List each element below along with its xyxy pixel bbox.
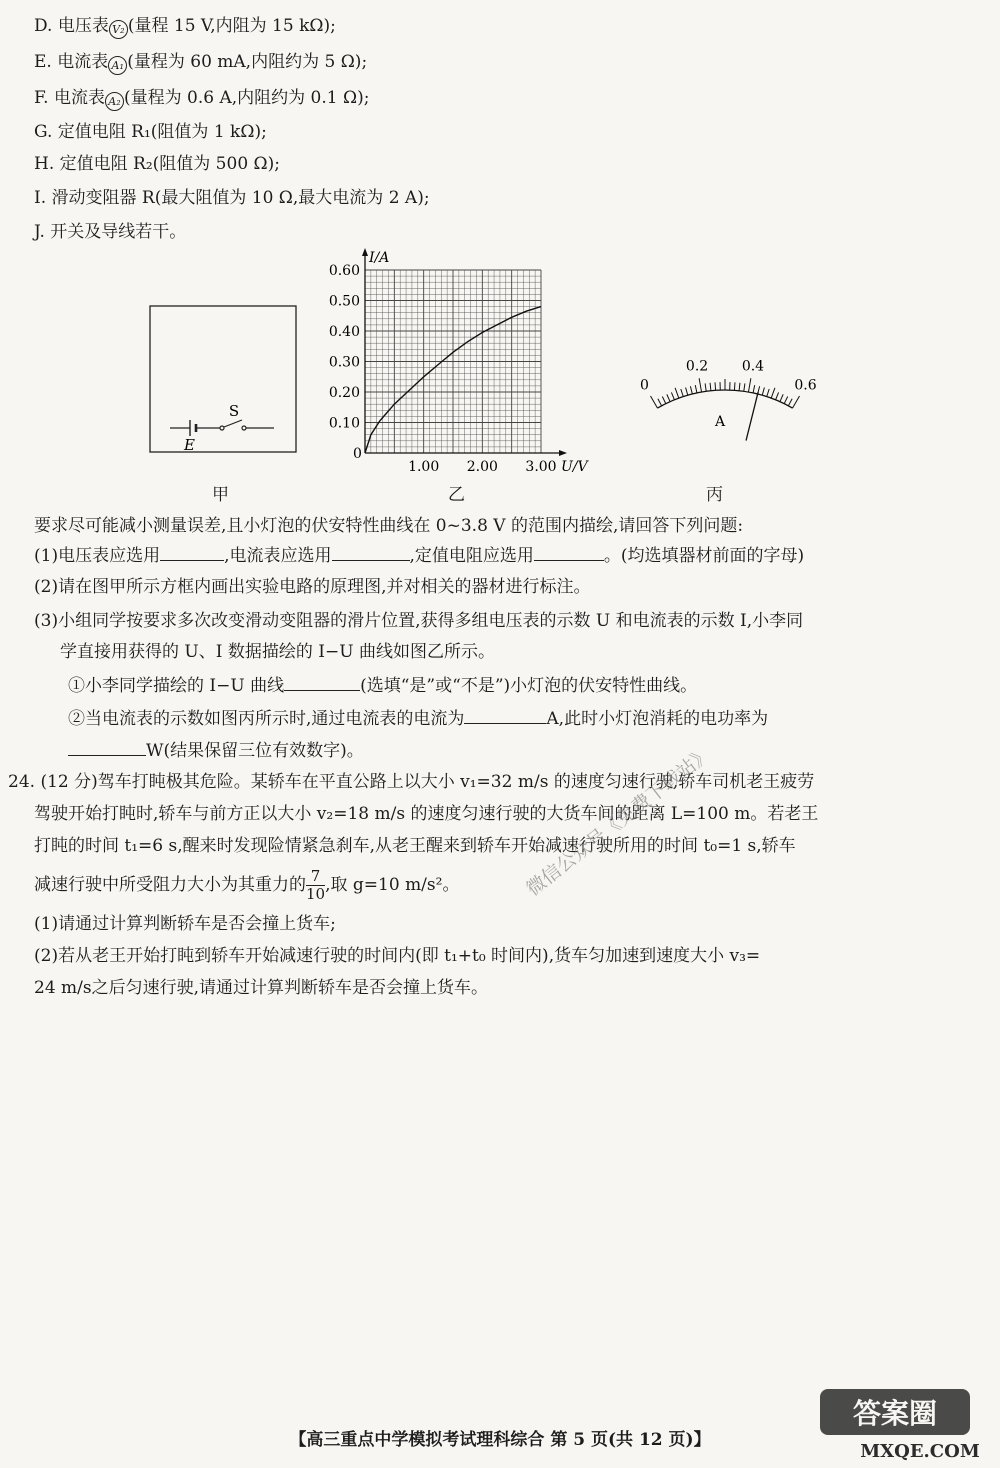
answer-blank-power[interactable] (68, 737, 146, 756)
equipment-h: H. 定值电阻 R₂(阻值为 500 Ω); (34, 154, 280, 174)
dial-tick (780, 394, 783, 401)
dial-tick (658, 399, 662, 406)
dial-unit-label: A (715, 414, 726, 430)
chart-tick-labels (329, 250, 590, 475)
dial-tick (675, 388, 679, 398)
answer-blank-ammeter[interactable] (332, 542, 410, 561)
dial-tick (767, 389, 769, 397)
fraction-seven-tenths: $\frac{7}{10}$ (306, 867, 326, 903)
question-3-line-2: 学直接用获得的 U、I 数据描绘的 I−U 曲线如图乙所示。 (60, 642, 495, 662)
dial-tick (744, 383, 745, 391)
dial-needle-icon (746, 392, 758, 441)
dial-tick (793, 396, 800, 408)
x-tick-label: 1.00 (408, 459, 440, 475)
x-axis-label: U/V (561, 459, 588, 475)
site-logo (800, 1385, 990, 1465)
x-tick-label: 2.00 (466, 459, 498, 475)
watermark-text: 微信公众号《免费下载站》 (522, 742, 716, 901)
dial-tick (784, 396, 788, 403)
switch-lever-icon (224, 420, 242, 427)
dial-tick (695, 385, 697, 393)
dial-scale-label: 0.4 (741, 358, 765, 375)
dial-tick (771, 388, 775, 398)
problem-24-question-1: (1)请通过计算判断轿车是否会撞上货车; (34, 914, 336, 934)
dial-tick (686, 388, 688, 396)
question-2: (2)请在图甲所示方框内画出实验电路的原理图,并对相关的器材进行标注。 (34, 577, 591, 597)
caption-bing: 丙 (706, 485, 723, 505)
equipment-j: J. 开关及导线若干。 (34, 222, 187, 242)
dial-tick (651, 396, 658, 408)
y-tick-label: 0.50 (328, 293, 360, 310)
ammeter-a2-icon: A₂ (105, 92, 124, 111)
equipment-f: F. 电流表 A₂ (量程为 0.6 A,内阻约为 0.1 Ω); (34, 86, 369, 111)
dial-tick (753, 385, 755, 393)
logo-subtext: MXQE.COM (860, 1441, 980, 1462)
y-axis-label: I/A (369, 250, 390, 266)
answer-blank-current[interactable] (464, 705, 546, 724)
dial-tick (762, 388, 764, 396)
bleed-through-decoration (600, 60, 605, 79)
x-tick-label: 3.00 (525, 459, 557, 475)
y-tick-label: 0.30 (328, 354, 360, 371)
dial-arc (658, 390, 793, 408)
problem-24-line-4: 减速行驶中所受阻力大小为其重力的 $\frac{7}{10}$ ,取 g=10 m/s²。 (34, 867, 460, 903)
figure-yi-iu-chart (320, 245, 600, 475)
dial-tick (776, 392, 779, 399)
y-tick-label: 0.20 (328, 385, 360, 401)
y-tick-label: 0.10 (328, 415, 360, 432)
dial-tick (710, 383, 711, 391)
answer-blank-resistor[interactable] (534, 542, 604, 561)
figure-bing-ammeter-dial (620, 350, 830, 460)
question-3-part-2: ②当电流表的示数如图丙所示时,通过电流表的电流为 A,此时小灯泡消耗的电功率为 (68, 705, 768, 731)
y-tick-label: 0.40 (328, 324, 360, 340)
question-3-line-1: (3)小组同学按要求多次改变滑动变阻器的滑片位置,获得多组电压表的示数 U 和电流表的示数 I,小李同 (34, 611, 804, 631)
y-tick-label: 0.60 (328, 263, 360, 279)
intro-text: 要求尽可能减小测量误差,且小灯泡的伏安特性曲线在 0~3.8 V 的范围内描绘,请回答下列问题: (34, 516, 744, 536)
dial-tick (705, 383, 706, 391)
dial-tick (671, 392, 674, 399)
label-s: S (228, 402, 240, 420)
origin-label: 0 (353, 446, 362, 462)
dial-tick (788, 399, 792, 406)
ammeter-a1-icon: A₁ (108, 56, 127, 75)
problem-24-question-2-line-1: (2)若从老王开始打盹到轿车开始减速行驶的时间内(即 t₁+t₀ 时间内),货车匀加速到速度大小 v₃= (34, 946, 761, 966)
question-1: (1)电压表应选用 ,电流表应选用 ,定值电阻应选用 。(均选填器材前面的字母) (34, 542, 804, 568)
problem-24-line-2: 驾驶开始打盹时,轿车与前方正以大小 v₂=18 m/s 的速度匀速行驶的大货车间的距离 L=100 m。若老王 (34, 804, 819, 824)
dial-tick (681, 389, 683, 397)
answer-blank-voltmeter[interactable] (160, 542, 224, 561)
dial-tick (748, 378, 750, 392)
dial-scale-label: 0.6 (794, 377, 817, 394)
equipment-e: E. 电流表 A₁ (量程为 60 mA,内阻约为 5 Ω); (34, 50, 367, 75)
switch-contact-icon (220, 426, 224, 430)
dial-scale-label: 0 (640, 377, 649, 394)
equipment-g: G. 定值电阻 R₁(阻值为 1 kΩ); (34, 122, 267, 142)
voltmeter-v2-icon: V₂ (109, 20, 128, 39)
problem-24-line-3: 打盹的时间 t₁=6 s,醒来时发现险情紧急刹车,从老王醒来到轿车开始减速行驶所用的时间 t₀=1 s,轿车 (34, 836, 796, 856)
problem-24-line-1: 24. (12 分)驾车打盹极其危险。某轿车在平直公路上以大小 v₁=32 m/s 的速度匀速行驶,轿车司机老王疲劳 (8, 772, 815, 792)
page-footer: 【高三重点中学模拟考试理科综合 第 5 页(共 12 页)】 (289, 1430, 711, 1450)
dial-tick (690, 386, 692, 394)
x-axis-arrow-icon (559, 450, 567, 456)
caption-yi: 乙 (448, 485, 465, 505)
dial-tick (662, 396, 666, 403)
dial-tick (734, 382, 735, 390)
question-3-part-1: ①小李同学描绘的 I−U 曲线 (选填“是”或“不是”)小灯泡的伏安特性曲线。 (68, 672, 697, 698)
answer-blank-is-curve[interactable] (284, 672, 360, 691)
logo-text: 答案圈 (852, 1397, 938, 1430)
equipment-d: D. 电压表 V₂ (量程 15 V,内阻为 15 kΩ); (34, 14, 336, 39)
chart-axes (362, 248, 567, 456)
label-e: E (184, 436, 195, 454)
y-axis-arrow-icon (362, 248, 368, 256)
problem-24-question-2-line-2: 24 m/s之后匀速行驶,请通过计算判断轿车是否会撞上货车。 (34, 978, 489, 998)
dial-tick (667, 394, 670, 401)
chart-grid (365, 270, 541, 453)
equipment-i: I. 滑动变阻器 R(最大阻值为 10 Ω,最大电流为 2 A); (34, 188, 430, 208)
dial-tick (739, 383, 740, 391)
dial-tick (699, 378, 701, 392)
figure-jia-circuit-box (140, 298, 310, 468)
dial-scale-label: 0.2 (685, 358, 709, 375)
caption-jia: 甲 (212, 485, 229, 505)
dial-tick (715, 382, 716, 390)
question-3-part-2-cont: W(结果保留三位有效数字)。 (68, 737, 364, 763)
